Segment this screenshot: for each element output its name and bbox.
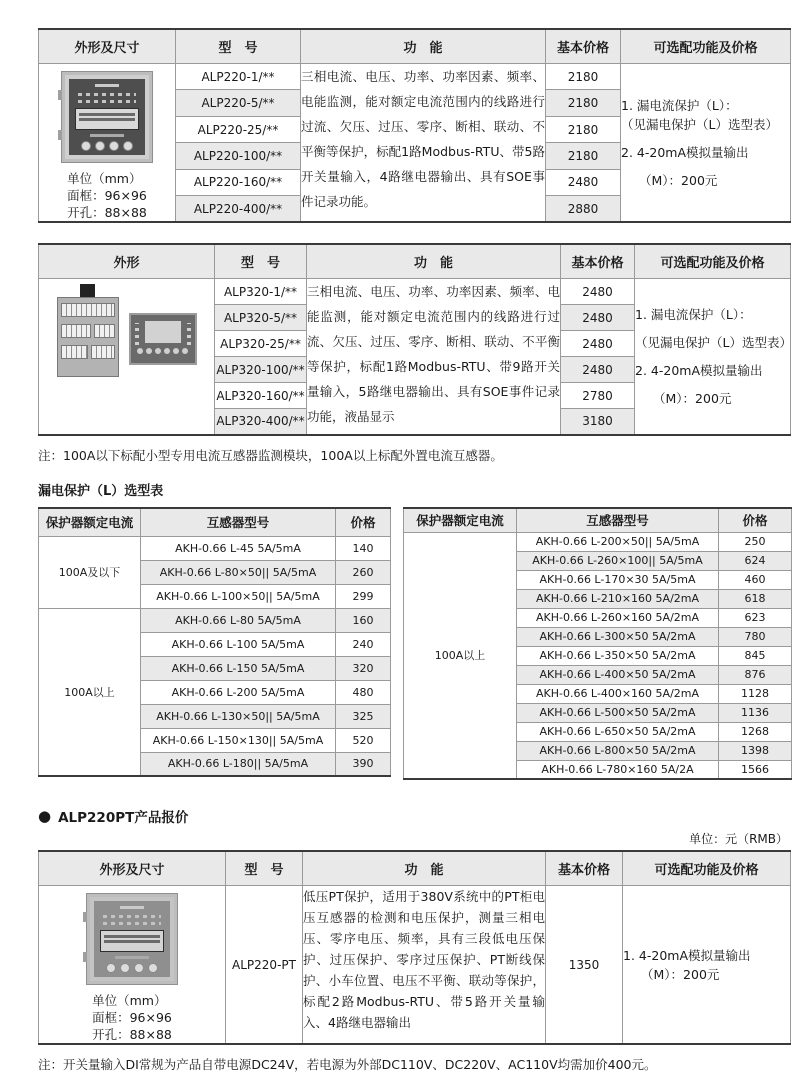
col-header-ct-model: 互感器型号: [517, 508, 719, 533]
col-header-ct-model: 互感器型号: [141, 508, 336, 537]
ct-model-cell: AKH-0.66 L-180|| 5A/5mA: [141, 752, 336, 776]
optional-line: 2. 4-20mA模拟量输出: [621, 144, 749, 160]
alp220-price-table: [38, 28, 791, 223]
price-cell: 260: [336, 560, 391, 584]
ct-model-cell: AKH-0.66 L-780×160 5A/2A: [517, 760, 719, 779]
col-header-base-price: 基本价格: [546, 29, 621, 64]
ct-model-cell: AKH-0.66 L-650×50 5A/2mA: [517, 722, 719, 741]
leakage-right-header-row: [404, 508, 792, 533]
terminal-strip: [61, 345, 89, 359]
ct-model-cell: AKH-0.66 L-100 5A/5mA: [141, 632, 336, 656]
ct-model-cell: AKH-0.66 L-260×160 5A/2mA: [517, 608, 719, 627]
leakage-tables: [38, 507, 790, 781]
optional-line: （见漏电保护（L）选型表）: [621, 116, 778, 132]
alp220pt-price-table: [38, 850, 791, 1045]
current-group-cell: 100A以上: [404, 532, 517, 779]
table-row: [39, 279, 791, 305]
device-face: [69, 79, 145, 155]
alp320-device-photo: [39, 279, 214, 377]
model-cell: ALP220-100/**: [176, 143, 301, 169]
price-cell: 623: [719, 608, 792, 627]
price-cell: 3180: [561, 409, 635, 435]
price-cell: 2780: [561, 383, 635, 409]
dims-line: 面框：96×96: [92, 1010, 172, 1025]
price-cell: 240: [336, 632, 391, 656]
ct-model-cell: AKH-0.66 L-100×50|| 5A/5mA: [141, 584, 336, 608]
optional-line: 1. 漏电流保护（L）：: [635, 306, 752, 322]
col-header-optional: 可选配功能及价格: [623, 851, 791, 886]
optional-line: 2. 4-20mA模拟量输出: [635, 362, 763, 378]
model-cell: ALP220-400/**: [176, 196, 301, 222]
optional-line: 1. 4-20mA模拟量输出: [623, 947, 751, 963]
device-face: [94, 901, 170, 977]
col-header-base-price: 基本价格: [561, 244, 635, 279]
col-header-shape-size: 外形及尺寸: [39, 851, 226, 886]
device-lcd: [100, 930, 164, 952]
ct-model-cell: AKH-0.66 L-45 5A/5mA: [141, 536, 336, 560]
terminal-strip: [91, 345, 114, 359]
col-header-rated-current: 保护器额定电流: [39, 508, 141, 537]
col-header-model: 型 号: [176, 29, 301, 64]
ct-model-cell: AKH-0.66 L-130×50|| 5A/5mA: [141, 704, 336, 728]
din-module: [57, 297, 119, 377]
ct-model-cell: AKH-0.66 L-80 5A/5mA: [141, 608, 336, 632]
dims-line: 面框：96×96: [67, 188, 147, 203]
price-cell: 2480: [561, 279, 635, 305]
alp220-header-row: [39, 29, 791, 64]
col-header-function: 功 能: [307, 244, 561, 279]
terminal-strip: [94, 324, 115, 338]
model-cell: ALP220-5/**: [176, 90, 301, 116]
table-row: [39, 536, 391, 560]
alp320-header-row: [39, 244, 791, 279]
ct-model-cell: AKH-0.66 L-150 5A/5mA: [141, 656, 336, 680]
col-header-model: 型 号: [226, 851, 303, 886]
price-cell: 2480: [561, 305, 635, 331]
price-cell: 2480: [561, 357, 635, 383]
model-cell: ALP220-PT: [226, 886, 303, 1045]
col-header-function: 功 能: [301, 29, 546, 64]
price-cell: 1398: [719, 741, 792, 760]
leakage-table-left: [38, 507, 391, 778]
ct-model-cell: AKH-0.66 L-500×50 5A/2mA: [517, 703, 719, 722]
price-cell: 299: [336, 584, 391, 608]
price-cell: 460: [719, 570, 792, 589]
price-cell: 2180: [546, 64, 621, 90]
device-buttons: [106, 963, 158, 973]
dims-line: 单位（mm）: [92, 993, 167, 1008]
section-title-text: ALP220PT产品报价: [58, 810, 189, 826]
terminal-strip: [61, 324, 91, 338]
model-cell: ALP320-160/**: [215, 383, 307, 409]
optional-line: （M）：200元: [653, 390, 732, 406]
alp220pt-function-cell: 低压PT保护，适用于380V系统中的PT柜电压互感器的检测和电压保护，测量三相电压、零序电压、频率，具有三段低电压保护、过压保护、零序过压保护、PT断线保护、小车位置、电压不平衡、联动等保护，标配2路Modbus-RTU、带5路开关量输入、4路继电器输出: [303, 886, 546, 1045]
current-group-cell: 100A以上: [39, 608, 141, 776]
device-logo: [95, 84, 119, 87]
device-led-row: [78, 93, 136, 96]
dims-line: 开孔：88×88: [92, 1027, 172, 1042]
table-row: [39, 64, 791, 90]
ct-model-cell: AKH-0.66 L-300×50 5A/2mA: [517, 627, 719, 646]
ct-model-cell: AKH-0.66 L-200×50|| 5A/5mA: [517, 532, 719, 551]
alp220pt-dimensions: [92, 992, 172, 1043]
col-header-shape: 外形: [39, 244, 215, 279]
alp220pt-optional-cell: [623, 886, 791, 1045]
alp220pt-device-photo: [86, 893, 178, 985]
display-unit: [129, 313, 197, 365]
alp220pt-header-row: [39, 851, 791, 886]
price-cell: 624: [719, 551, 792, 570]
note-ct-module: 注：100A以下标配小型专用电流互感器监测模块，100A以上标配外置电流互感器。: [38, 447, 503, 463]
ct-model-cell: AKH-0.66 L-400×160 5A/2mA: [517, 684, 719, 703]
price-cell: 325: [336, 704, 391, 728]
device-buttons: [81, 141, 133, 151]
display-lcd: [145, 321, 181, 343]
price-cell: 780: [719, 627, 792, 646]
model-cell: ALP220-1/**: [176, 64, 301, 90]
price-cell: 876: [719, 665, 792, 684]
alp220-optional-cell: [621, 64, 791, 223]
ct-model-cell: AKH-0.66 L-350×50 5A/2mA: [517, 646, 719, 665]
col-header-price: 价格: [336, 508, 391, 537]
col-header-price: 价格: [719, 508, 792, 533]
price-cell: 1268: [719, 722, 792, 741]
model-cell: ALP220-160/**: [176, 169, 301, 195]
price-cell: 520: [336, 728, 391, 752]
alp220-shape-cell: [39, 64, 176, 223]
mount-clip: [58, 90, 62, 100]
price-cell: 320: [336, 656, 391, 680]
price-cell: 480: [336, 680, 391, 704]
terminal-row: [61, 324, 115, 338]
device-label: [115, 956, 149, 959]
ct-model-cell: AKH-0.66 L-150×130|| 5A/5mA: [141, 728, 336, 752]
model-cell: ALP320-5/**: [215, 305, 307, 331]
leakage-table-title: 漏电保护（L）选型表: [38, 483, 164, 499]
ct-model-cell: AKH-0.66 L-200 5A/5mA: [141, 680, 336, 704]
price-cell: 2180: [546, 116, 621, 142]
alp320-function-cell: 三相电流、电压、功率、功率因素、频率、电能监测，能对额定电流范围内的线路进行过流、欠压、过压、零序、断相、联动、不平衡等保护，标配1路Modbus-RTU、带9路开关量输入，5路继电器输出、具有SOE事件记录功能，液晶显示: [307, 279, 561, 435]
price-cell: 618: [719, 589, 792, 608]
alp320-shape-cell: [39, 279, 215, 435]
col-header-base-price: 基本价格: [546, 851, 623, 886]
device-label: [90, 134, 124, 137]
alp220-function-cell: 三相电流、电压、功率、功率因素、频率、电能监测，能对额定电流范围内的线路进行过流、欠压、过压、零序、断相、联动、不平衡等保护，标配1路Modbus-RTU、带5路开关量输入，4路继电器输出、具有SOE事件记录功能。: [301, 64, 546, 223]
alp320-optional-cell: [635, 279, 791, 435]
unit-label: 单位：元（RMB）: [689, 832, 788, 846]
price-cell: 845: [719, 646, 792, 665]
device-led-row: [103, 915, 161, 918]
mount-clip: [83, 952, 87, 962]
device-lcd: [75, 108, 139, 130]
alp220-device-photo: [61, 71, 153, 163]
table-row: [404, 532, 792, 551]
model-cell: ALP320-25/**: [215, 331, 307, 357]
alp220pt-shape-cell: [39, 886, 226, 1045]
col-header-function: 功 能: [303, 851, 546, 886]
model-cell: ALP320-400/**: [215, 409, 307, 435]
table-row: [39, 886, 791, 1045]
price-cell: 2180: [546, 90, 621, 116]
optional-line: （M）：200元: [641, 966, 720, 982]
price-cell: 160: [336, 608, 391, 632]
price-cell: 250: [719, 532, 792, 551]
table-row: [39, 608, 391, 632]
col-header-optional: 可选配功能及价格: [635, 244, 791, 279]
device-led-row: [78, 100, 136, 103]
optional-line: 1. 漏电流保护（L）：: [621, 97, 738, 113]
note-di-power: 注：开关量输入DI常规为产品自带电源DC24V，若电源为外部DC110V、DC220V、AC110V均需加价400元。: [38, 1057, 657, 1072]
col-header-model: 型 号: [215, 244, 307, 279]
model-cell: ALP220-25/**: [176, 116, 301, 142]
terminal-row: [61, 345, 115, 359]
price-cell: 1136: [719, 703, 792, 722]
price-cell: 140: [336, 536, 391, 560]
display-led-column: [135, 323, 139, 345]
device-logo: [120, 906, 144, 909]
optional-line: （M）：200元: [639, 172, 718, 188]
ct-model-cell: AKH-0.66 L-260×100|| 5A/5mA: [517, 551, 719, 570]
display-buttons: [137, 348, 188, 354]
optional-line: （见漏电保护（L）选型表）: [635, 334, 792, 350]
module-connector: [80, 284, 95, 297]
current-group-cell: 100A及以下: [39, 536, 141, 608]
bullet-icon: ●: [38, 806, 52, 825]
price-cell: 1128: [719, 684, 792, 703]
price-cell: 1566: [719, 760, 792, 779]
model-cell: ALP320-1/**: [215, 279, 307, 305]
display-led-column: [187, 323, 191, 345]
price-cell: 2480: [546, 169, 621, 195]
device-led-row: [103, 922, 161, 925]
alp320-price-table: [38, 243, 791, 436]
col-header-rated-current: 保护器额定电流: [404, 508, 517, 533]
price-cell: 390: [336, 752, 391, 776]
alp220pt-section-title: [38, 806, 790, 826]
price-cell: 2180: [546, 143, 621, 169]
dims-line: 开孔：88×88: [67, 205, 147, 220]
price-cell: 1350: [546, 886, 623, 1045]
price-cell: 2480: [561, 331, 635, 357]
price-cell: 2880: [546, 196, 621, 222]
terminal-strip: [61, 303, 115, 317]
ct-model-cell: AKH-0.66 L-400×50 5A/2mA: [517, 665, 719, 684]
mount-clip: [58, 130, 62, 140]
ct-model-cell: AKH-0.66 L-800×50 5A/2mA: [517, 741, 719, 760]
col-header-shape-size: 外形及尺寸: [39, 29, 176, 64]
ct-model-cell: AKH-0.66 L-80×50|| 5A/5mA: [141, 560, 336, 584]
dims-line: 单位（mm）: [67, 171, 142, 186]
ct-model-cell: AKH-0.66 L-210×160 5A/2mA: [517, 589, 719, 608]
ct-model-cell: AKH-0.66 L-170×30 5A/5mA: [517, 570, 719, 589]
model-cell: ALP320-100/**: [215, 357, 307, 383]
mount-clip: [83, 912, 87, 922]
alp220-dimensions: [67, 170, 147, 221]
leakage-table-right: [403, 507, 792, 781]
col-header-optional: 可选配功能及价格: [621, 29, 791, 64]
leakage-left-header-row: [39, 508, 391, 537]
